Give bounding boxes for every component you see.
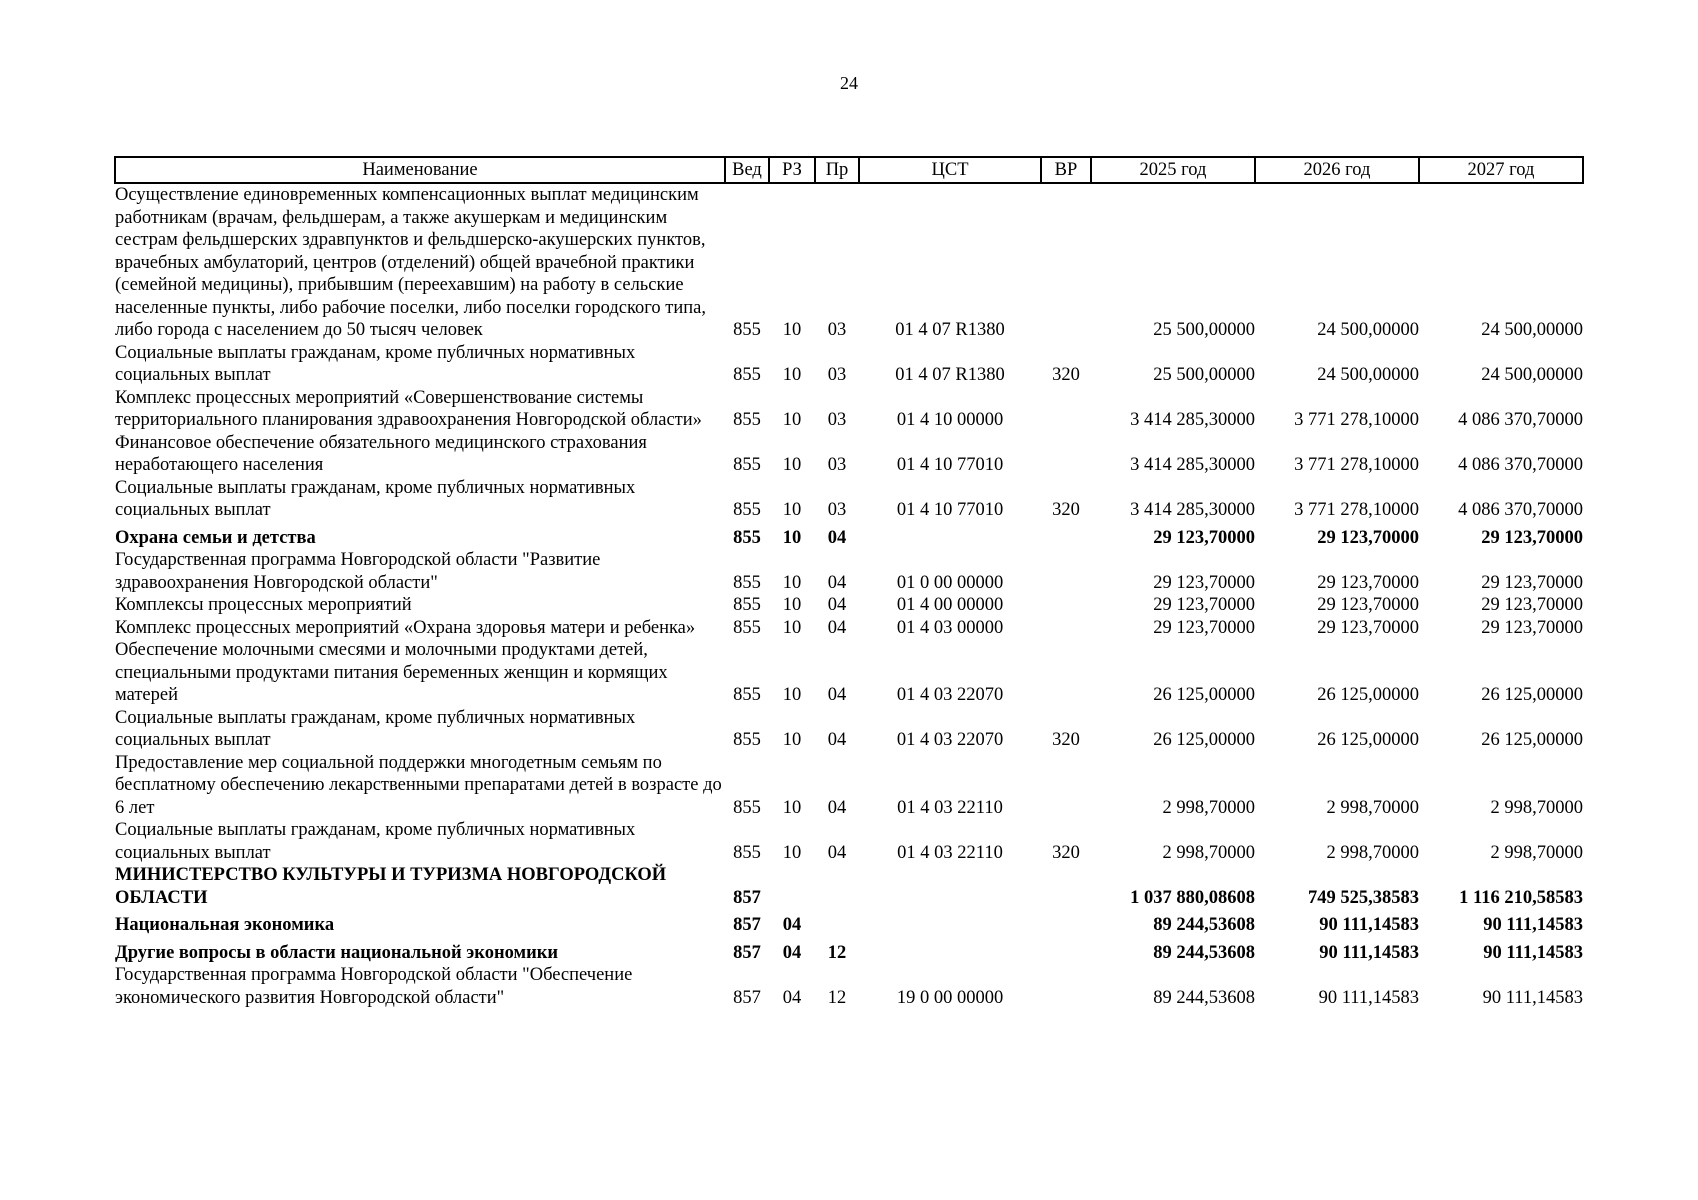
cell-2026: 29 123,70000 (1317, 595, 1419, 615)
cell-2027: 2 998,70000 (1490, 797, 1583, 818)
cell-pr: 03 (827, 365, 847, 385)
cell-pr: 04 (827, 572, 847, 593)
cell-cst: 01 4 10 77010 (896, 500, 1004, 520)
cell-ved: 855 (733, 455, 761, 475)
cell-rz: 10 (782, 842, 802, 863)
table-row (115, 522, 1583, 550)
cell-ved: 857 (733, 915, 761, 935)
cell-rz: 04 (782, 987, 802, 1008)
cell-name: Осуществление единовременных компенсационных выплат медицинским работникам (врачам, фельдшерам, а также акушеркам и медицинским сестрам фельдшерских здравпунктов и фельдшерско-акушерских пунктов, врачебных амбулаторий, центров (отделений) общей врачебной практики (семейной медицины), прибывшим (переехавшим) на работу в сельские населенные пункты, либо рабочие поселки, либо поселки городского типа, либо города с населением до 50 тысяч человек (115, 185, 706, 340)
cell-name: Обеспечение молочными смесями и молочными продуктами детей, специальными продуктами питания беременных женщин и кормящих матерей (115, 640, 668, 705)
cell-2026: 26 125,00000 (1317, 685, 1419, 705)
cell-2027: 90 111,14583 (1483, 942, 1583, 963)
cell-ved: 855 (733, 797, 761, 818)
cell-rz (769, 864, 815, 909)
cell-2026: 90 111,14583 (1319, 942, 1419, 963)
table-row (115, 909, 1583, 937)
cell-cst (859, 864, 1041, 909)
cell-ved: 855 (733, 320, 761, 340)
cell-2027: 29 123,70000 (1481, 595, 1583, 615)
cell-2026: 24 500,00000 (1317, 365, 1419, 385)
cell-2026: 3 771 278,10000 (1294, 410, 1419, 430)
cell-cst: 01 4 10 77010 (896, 455, 1004, 475)
cell-name: Другие вопросы в области национальной экономики (115, 942, 559, 963)
cell-2025: 29 123,70000 (1153, 617, 1255, 638)
cell-pr (815, 864, 859, 909)
cell-2027: 4 086 370,70000 (1458, 500, 1583, 520)
cell-ved: 855 (733, 365, 761, 385)
cell-pr: 04 (827, 730, 847, 750)
cell-ved: 855 (733, 410, 761, 430)
cell-rz: 10 (782, 500, 802, 520)
cell-name: Комплекс процессных мероприятий «Охрана здоровья матери и ребенка» (115, 617, 696, 638)
cell-cst: 19 0 00 00000 (896, 987, 1004, 1008)
cell-2025: 89 244,53608 (1153, 942, 1255, 963)
cell-vr (1041, 594, 1091, 617)
cell-2026: 26 125,00000 (1317, 730, 1419, 750)
cell-rz: 10 (782, 572, 802, 593)
table-row (115, 183, 1583, 342)
cell-ved: 857 (733, 987, 761, 1008)
table-row (115, 432, 1583, 477)
cell-pr: 04 (827, 842, 847, 863)
cell-vr: 320 (1052, 365, 1080, 385)
cell-ved: 857 (733, 887, 761, 908)
cell-name: Государственная программа Новгородской области "Развитие здравоохранения Новгородской области" (115, 550, 601, 593)
cell-pr: 04 (827, 595, 847, 615)
cell-name: Финансовое обеспечение обязательного медицинского страхования неработающего населения (115, 432, 647, 475)
cell-2026: 29 123,70000 (1317, 572, 1419, 593)
cell-2025: 3 414 285,30000 (1130, 500, 1255, 520)
cell-name: МИНИСТЕРСТВО КУЛЬТУРЫ И ТУРИЗМА НОВГОРОДСКОЙ ОБЛАСТИ (115, 865, 667, 908)
cell-cst: 01 4 03 22070 (896, 730, 1004, 750)
cell-pr: 04 (827, 527, 847, 548)
cell-ved: 855 (733, 685, 761, 705)
cell-rz: 10 (782, 455, 802, 475)
cell-vr (1041, 387, 1091, 432)
cell-2025: 26 125,00000 (1153, 685, 1255, 705)
cell-cst: 01 4 03 22110 (897, 842, 1003, 863)
cell-2025: 29 123,70000 (1153, 527, 1255, 548)
cell-pr: 04 (827, 685, 847, 705)
cell-ved: 857 (733, 942, 761, 963)
cell-2027: 26 125,00000 (1481, 730, 1583, 750)
cell-pr: 03 (827, 320, 847, 340)
page-number: 24 (840, 73, 858, 93)
cell-name: Социальные выплаты гражданам, кроме публичных нормативных социальных выплат (115, 707, 636, 750)
cell-2026: 2 998,70000 (1326, 842, 1419, 863)
cell-2025: 2 998,70000 (1162, 797, 1255, 818)
budget-table (114, 156, 1584, 1009)
cell-vr (1041, 864, 1091, 909)
cell-rz: 10 (782, 685, 802, 705)
cell-2026: 29 123,70000 (1317, 617, 1419, 638)
cell-2026: 3 771 278,10000 (1294, 500, 1419, 520)
cell-name: Социальные выплаты гражданам, кроме публичных нормативных социальных выплат (115, 342, 636, 385)
table-row (115, 864, 1583, 909)
table-row (115, 342, 1583, 387)
table-row (115, 639, 1583, 707)
table-row (115, 477, 1583, 522)
cell-2027: 24 500,00000 (1481, 365, 1583, 385)
header-2027: 2027 год (1419, 157, 1583, 183)
cell-2027: 90 111,14583 (1482, 987, 1583, 1008)
cell-cst: 01 4 03 22110 (897, 797, 1003, 818)
cell-pr (815, 909, 859, 937)
cell-name: Социальные выплаты гражданам, кроме публичных нормативных социальных выплат (115, 820, 636, 863)
cell-2025: 89 244,53608 (1153, 915, 1255, 935)
cell-cst (859, 522, 1041, 550)
cell-2026: 90 111,14583 (1319, 915, 1419, 935)
header-ved: Вед (725, 157, 769, 183)
cell-2027: 4 086 370,70000 (1458, 455, 1583, 475)
cell-cst: 01 4 03 22070 (896, 685, 1004, 705)
cell-rz: 10 (782, 730, 802, 750)
cell-cst: 01 4 07 R1380 (895, 320, 1005, 340)
cell-vr (1041, 937, 1091, 965)
header-vr: ВР (1041, 157, 1091, 183)
cell-ved: 855 (733, 500, 761, 520)
cell-vr: 320 (1052, 730, 1080, 750)
cell-2025: 1 037 880,08608 (1130, 887, 1255, 908)
cell-cst: 01 4 07 R1380 (895, 365, 1005, 385)
cell-2027: 1 116 210,58583 (1459, 887, 1583, 908)
cell-2027: 29 123,70000 (1481, 572, 1583, 593)
header-rz: РЗ (769, 157, 815, 183)
table-body (115, 183, 1583, 1009)
header-pr: Пр (815, 157, 859, 183)
cell-2025: 29 123,70000 (1153, 572, 1255, 593)
table-row (115, 387, 1583, 432)
cell-2027: 29 123,70000 (1481, 617, 1583, 638)
table-row (115, 617, 1583, 640)
cell-rz: 04 (782, 915, 802, 935)
cell-vr (1041, 617, 1091, 640)
cell-2027: 4 086 370,70000 (1458, 410, 1583, 430)
cell-vr (1041, 183, 1091, 342)
cell-2026: 90 111,14583 (1318, 987, 1419, 1008)
header-2025: 2025 год (1091, 157, 1255, 183)
cell-name: Комплексы процессных мероприятий (115, 595, 412, 615)
cell-rz: 10 (782, 365, 802, 385)
cell-2027: 24 500,00000 (1481, 320, 1583, 340)
cell-2025: 29 123,70000 (1153, 595, 1255, 615)
cell-vr: 320 (1052, 500, 1080, 520)
cell-cst: 01 4 03 00000 (896, 617, 1004, 638)
table-row (115, 819, 1583, 864)
table-row (115, 964, 1583, 1009)
cell-cst: 01 4 10 00000 (896, 410, 1004, 430)
cell-name: Предоставление мер социальной поддержки многодетным семьям по бесплатному обеспечению лекарственными препаратами детей в возрасте до 6 лет (115, 752, 722, 818)
cell-name: Национальная экономика (115, 915, 335, 935)
cell-2025: 3 414 285,30000 (1130, 410, 1255, 430)
cell-name: Государственная программа Новгородской области "Обеспечение экономического развития Новгородской области" (115, 965, 633, 1008)
table-row (115, 549, 1583, 594)
cell-ved: 855 (733, 572, 761, 593)
cell-rz: 10 (782, 527, 802, 548)
cell-name: Охрана семьи и детства (115, 527, 316, 548)
cell-pr: 03 (827, 500, 847, 520)
cell-2025: 25 500,00000 (1153, 320, 1255, 340)
cell-pr: 12 (827, 942, 847, 963)
cell-pr: 03 (827, 455, 847, 475)
cell-2026: 24 500,00000 (1317, 320, 1419, 340)
cell-ved: 855 (733, 527, 761, 548)
cell-vr (1041, 752, 1091, 820)
cell-2026: 3 771 278,10000 (1294, 455, 1419, 475)
table-row (115, 707, 1583, 752)
cell-vr (1041, 964, 1091, 1009)
cell-2025: 3 414 285,30000 (1130, 455, 1255, 475)
cell-cst (859, 909, 1041, 937)
cell-pr: 04 (827, 617, 847, 638)
cell-2025: 2 998,70000 (1162, 842, 1255, 863)
cell-cst (859, 937, 1041, 965)
cell-ved: 855 (733, 617, 761, 638)
cell-2027: 90 111,14583 (1483, 915, 1583, 935)
cell-vr (1041, 549, 1091, 594)
table-row (115, 937, 1583, 965)
cell-vr (1041, 432, 1091, 477)
cell-rz: 04 (782, 942, 802, 963)
table-row (115, 752, 1583, 820)
cell-pr: 03 (827, 410, 847, 430)
cell-2027: 26 125,00000 (1481, 685, 1583, 705)
cell-cst: 01 0 00 00000 (896, 572, 1004, 593)
header-cst: ЦСТ (859, 157, 1041, 183)
cell-rz: 10 (782, 320, 802, 340)
cell-name: Комплекс процессных мероприятий «Совершенствование системы территориального планирования здравоохранения Новгородской области» (115, 387, 702, 430)
cell-cst: 01 4 00 00000 (896, 595, 1004, 615)
cell-name: Социальные выплаты гражданам, кроме публичных нормативных социальных выплат (115, 477, 636, 520)
cell-2025: 25 500,00000 (1153, 365, 1255, 385)
cell-2027: 29 123,70000 (1481, 527, 1583, 548)
cell-ved: 855 (733, 842, 761, 863)
cell-2025: 26 125,00000 (1153, 730, 1255, 750)
cell-vr (1041, 522, 1091, 550)
cell-vr (1041, 909, 1091, 937)
cell-ved: 855 (733, 730, 761, 750)
cell-pr: 04 (827, 797, 847, 818)
cell-2026: 749 525,38583 (1308, 887, 1419, 908)
cell-rz: 10 (782, 797, 802, 818)
cell-rz: 10 (782, 410, 802, 430)
cell-2025: 89 244,53608 (1153, 987, 1255, 1008)
cell-vr: 320 (1052, 842, 1080, 863)
cell-rz: 10 (782, 595, 802, 615)
cell-2026: 29 123,70000 (1317, 527, 1419, 548)
table-row (115, 594, 1583, 617)
cell-rz: 10 (782, 617, 802, 638)
cell-vr (1041, 639, 1091, 707)
table-header-row (115, 157, 1583, 183)
cell-2026: 2 998,70000 (1326, 797, 1419, 818)
cell-2027: 2 998,70000 (1490, 842, 1583, 863)
header-name: Наименование (115, 157, 725, 183)
header-2026: 2026 год (1255, 157, 1419, 183)
cell-ved: 855 (733, 595, 761, 615)
cell-pr: 12 (827, 987, 847, 1008)
